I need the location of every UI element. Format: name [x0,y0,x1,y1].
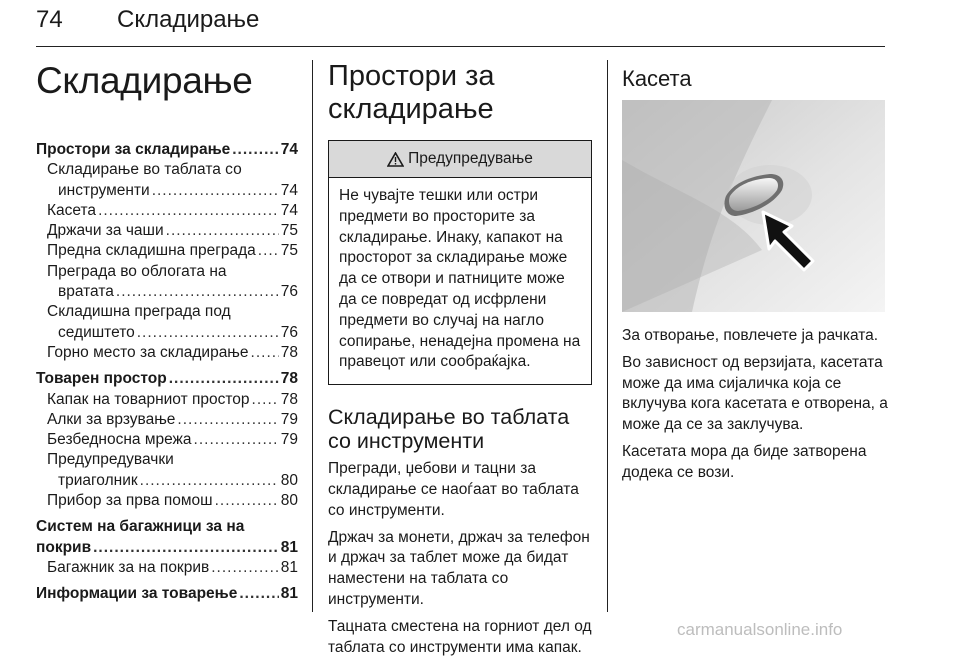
toc-entry[interactable] [36,181,298,201]
toc-leader-dots [194,430,279,450]
toc-entry-label: Простори за складирање [36,141,231,158]
warning-header [329,141,591,178]
toc-section-entry[interactable] [36,538,298,558]
right-column [622,60,888,481]
toc-entry-label: Преграда во облогата на [47,262,227,280]
toc-page-number: 76 [280,283,298,301]
paragraph: Прегради, џебови и тацни за складирање се наоѓаат во таблата со инструменти. [328,460,579,519]
section-title [328,60,592,126]
toc-entry[interactable] [36,241,298,261]
toc-page-number: 74 [280,201,298,219]
toc-page-number: 79 [280,410,298,428]
warning-box [328,140,592,385]
toc-leader-dots [239,584,278,604]
right-text [622,326,892,490]
warning-triangle-icon [387,152,404,167]
section-title-line2: складирање [328,93,494,125]
toc-entry-label: инструменти [58,181,150,199]
toc-leader-dots [116,282,279,302]
header-rule [36,46,885,47]
toc-page-number: 81 [280,585,298,603]
toc-leader-dots [215,491,279,511]
toc-entry[interactable] [36,323,298,343]
toc-entry-label: Касета [47,201,97,219]
paragraph: Тацната сместена на горниот дел од таблата со инструменти има капак. [328,617,592,656]
toc-section-entry[interactable] [36,369,298,389]
toc-entry-label: Предна складишна преграда [47,242,256,260]
toc-entry[interactable] [36,282,298,302]
toc-page-number: 75 [280,242,298,260]
column-divider [312,60,313,612]
toc-leader-dots [169,369,279,389]
toc-leader-dots [232,140,279,160]
toc-page-number: 78 [280,390,298,408]
toc-leader-dots [137,323,279,343]
toc-entry[interactable] [36,471,298,491]
toc-leader-dots [258,241,279,261]
toc-entry-label: Товарен простор [36,370,167,388]
toc-entry[interactable] [36,221,298,241]
section-title-line1: Простори за [328,60,495,92]
page-number: 74 [36,6,63,33]
toc-entry-label: Алки за врзување [47,410,176,428]
toc-page-number: 78 [280,370,298,388]
toc-page-number: 74 [280,141,298,158]
toc-page-number: 78 [280,343,298,361]
toc-page-number: 76 [280,323,298,341]
toc-entry-label: Информации за товарење [36,585,238,603]
toc-page-number: 81 [280,558,298,576]
glovebox-photo [622,100,885,312]
toc-leader-dots [93,538,279,558]
warning-text: Не чувајте тешки или остри предмети во просторите за складирање. Инаку, капакот на просторот за складирање може да се отвори и патниците може да се повредат од исфрлени предмети во случај на нагло сопирање, ненадејна промена на правецот или сообраќајка. [339,187,581,371]
toc-entry[interactable] [36,430,298,450]
running-header: Складирање [117,6,260,33]
toc-leader-dots [140,471,279,491]
toc-section-entry[interactable] [36,140,298,160]
left-column [36,60,298,605]
toc-leader-dots [211,558,279,578]
toc-entry-label: Багажник за на покрив [47,558,210,576]
toc-page-number: 75 [280,222,298,240]
toc-entry[interactable] [36,343,298,363]
toc-entry[interactable] [36,491,298,511]
toc-page-number: 80 [280,471,298,489]
toc-entry-label: Прибор за прва помош [47,492,213,510]
toc-page-number: 79 [280,431,298,449]
toc-page-number: 80 [280,492,298,510]
toc-leader-dots [252,390,279,410]
toc-leader-dots [152,181,279,201]
toc-entry[interactable] [36,410,298,430]
section-title: Касета [622,66,692,91]
toc-leader-dots [251,343,279,363]
toc-entry-label: покрив [36,538,92,556]
chapter-title: Складирање [36,60,253,101]
table-of-contents [36,140,298,605]
toc-entry-label: Горно место за складирање [47,343,249,361]
toc-entry[interactable] [36,558,298,578]
toc-section-entry[interactable] [36,584,298,604]
toc-entry-label: Капак на товарниот простор [47,390,250,408]
toc-entry[interactable] [36,390,298,410]
toc-entry[interactable] [36,201,298,221]
toc-entry-label: Предупредувачки [47,451,174,469]
toc-entry-label: Складишна преграда под [47,303,231,321]
toc-entry-label: Држачи за чаши [47,222,164,240]
paragraph: Во зависност од верзијата, касетата може да има сијаличка која се вклучува кога касетата е отворена, а може да се за заклучува. [622,353,888,434]
watermark: carmanualsonline.info [677,620,843,639]
toc-page-number: 81 [280,538,298,556]
toc-entry-label: Систем на багажници за на [36,518,245,536]
paragraph: За отворање, повлечете ја рачката. [622,327,879,344]
subsection-title: Складирање во таблата со инструменти [328,405,570,454]
paragraph: Касетата мора да биде затворена додека се вози. [622,442,867,481]
toc-entry-label: вратата [58,283,114,301]
toc-entry-label: Складирање во таблата со [47,161,242,179]
toc-leader-dots [177,410,278,430]
paragraph: Држач за монети, држач за телефон и држач за таблет може да бидат наместени на таблата со инструменти. [328,528,590,608]
warning-title: Предупредување [408,150,533,167]
toc-leader-dots [166,221,279,241]
column-divider [607,60,608,612]
toc-entry-label: седиштето [58,323,135,341]
toc-entry-label: триаголник [58,471,138,489]
toc-page-number: 74 [280,181,298,199]
toc-leader-dots [98,201,279,221]
toc-entry-label: Безбедносна мрежа [47,431,192,449]
middle-column [328,60,592,664]
